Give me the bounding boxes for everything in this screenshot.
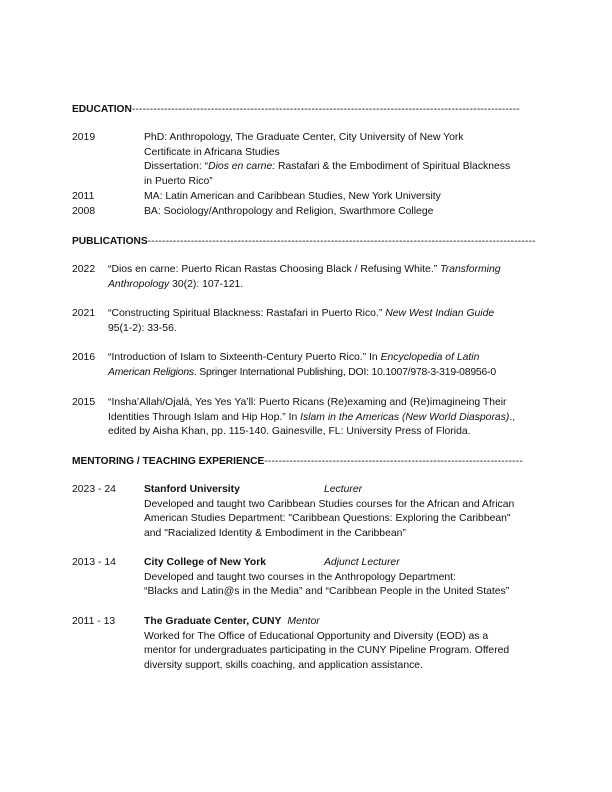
organization: The Graduate Center, CUNY: [144, 616, 282, 627]
education-item-ba: 2008 BA: Sociology/Anthropology and Religion, Swarthmore College: [72, 205, 542, 220]
role: Mentor: [287, 616, 320, 627]
education-item-phd: 2019 PhD: Anthropology, The Graduate Center, City University of New York Certificate in Africana Studies Dissertation: “Dios en carne: Rastafari & the Embodiment of Spiritual Blackness in Puerto Rico”: [72, 132, 511, 187]
education-heading: EDUCATION------------------------------------------------------------------------------------------------------------: [72, 104, 520, 115]
section-rule: ------------------------------------------------------------------------------------------------------------: [147, 236, 536, 247]
publication-item: 2015 “Insha’Allah/Ojalá, Yes Yes Ya’ll: Puerto Ricans (Re)examing and (Re)imagineing Their Identities Through Islam and Hip Hop.” In Islam in the Americas (New World Diasporas)., edited by Aisha Khan, pp. 115-140. Gainesville, FL: University Press of Florida.: [72, 397, 516, 438]
year: 2015: [72, 397, 96, 408]
year: 2011: [72, 191, 95, 202]
years: 2011 - 13: [72, 616, 116, 627]
section-rule: ------------------------------------------------------------------------------------------------------------: [131, 104, 520, 115]
publication-item: 2021 “Constructing Spiritual Blackness: Rastafari in Puerto Rico.” New West Indian Guide 95(1-2): 33-56.: [72, 308, 495, 334]
publication-item: 2022 “Dios en carne: Puerto Rican Rastas Choosing Black / Refusing White.” Transforming Anthropology 30(2): 107-121.: [72, 264, 501, 290]
year: 2022: [72, 264, 96, 275]
publications-heading: PUBLICATIONS------------------------------------------------------------------------------------------------------------: [72, 236, 536, 247]
year: 2016: [72, 352, 96, 363]
years: 2023 - 24: [72, 484, 116, 495]
experience-item: 2011 - 13 The Graduate Center, CUNY Mentor Worked for The Office of Educational Opportunity and Diversity (EOD) as a mentor for undergraduates participating in the CUNY Pipeline Program. Offered diversity support, skills coaching, and application assistance.: [72, 616, 510, 671]
role: Lecturer: [324, 484, 363, 495]
mentoring-heading: MENTORING / TEACHING EXPERIENCE------------------------------------------------------------------------: [72, 456, 523, 467]
role: Adjunct Lecturer: [324, 557, 400, 568]
year: 2021: [72, 308, 96, 319]
organization: City College of New York: [144, 557, 267, 568]
year: 2008: [72, 206, 96, 217]
publication-item: 2016 “Introduction of Islam to Sixteenth-Century Puerto Rico.” In Encyclopedia of Latin American Religions. Springer International Publishing, DOI: 10.1007/978-3-319-08956-0: [72, 352, 496, 378]
experience-item: 2023 - 24 Stanford University Lecturer Developed and taught two Caribbean Studies courses for the African and African American Studies Department: "Caribbean Questions: Exploring the Caribbean" and "Racialized Identity & Embodiment in the Caribbean”: [72, 484, 515, 539]
experience-item: 2013 - 14 City College of New York Adjunct Lecturer Developed and taught two courses in the Anthropology Department: “Blacks and Latin@s in the Media” and “Caribbean People in the United States”: [72, 557, 510, 598]
section-rule: ------------------------------------------------------------------------: [264, 456, 523, 467]
education-item-ma: 2011 MA: Latin American and Caribbean Studies, New York University: [72, 190, 542, 205]
years: 2013 - 14: [72, 557, 116, 568]
organization: Stanford University: [144, 484, 240, 495]
year: 2019: [72, 132, 96, 143]
